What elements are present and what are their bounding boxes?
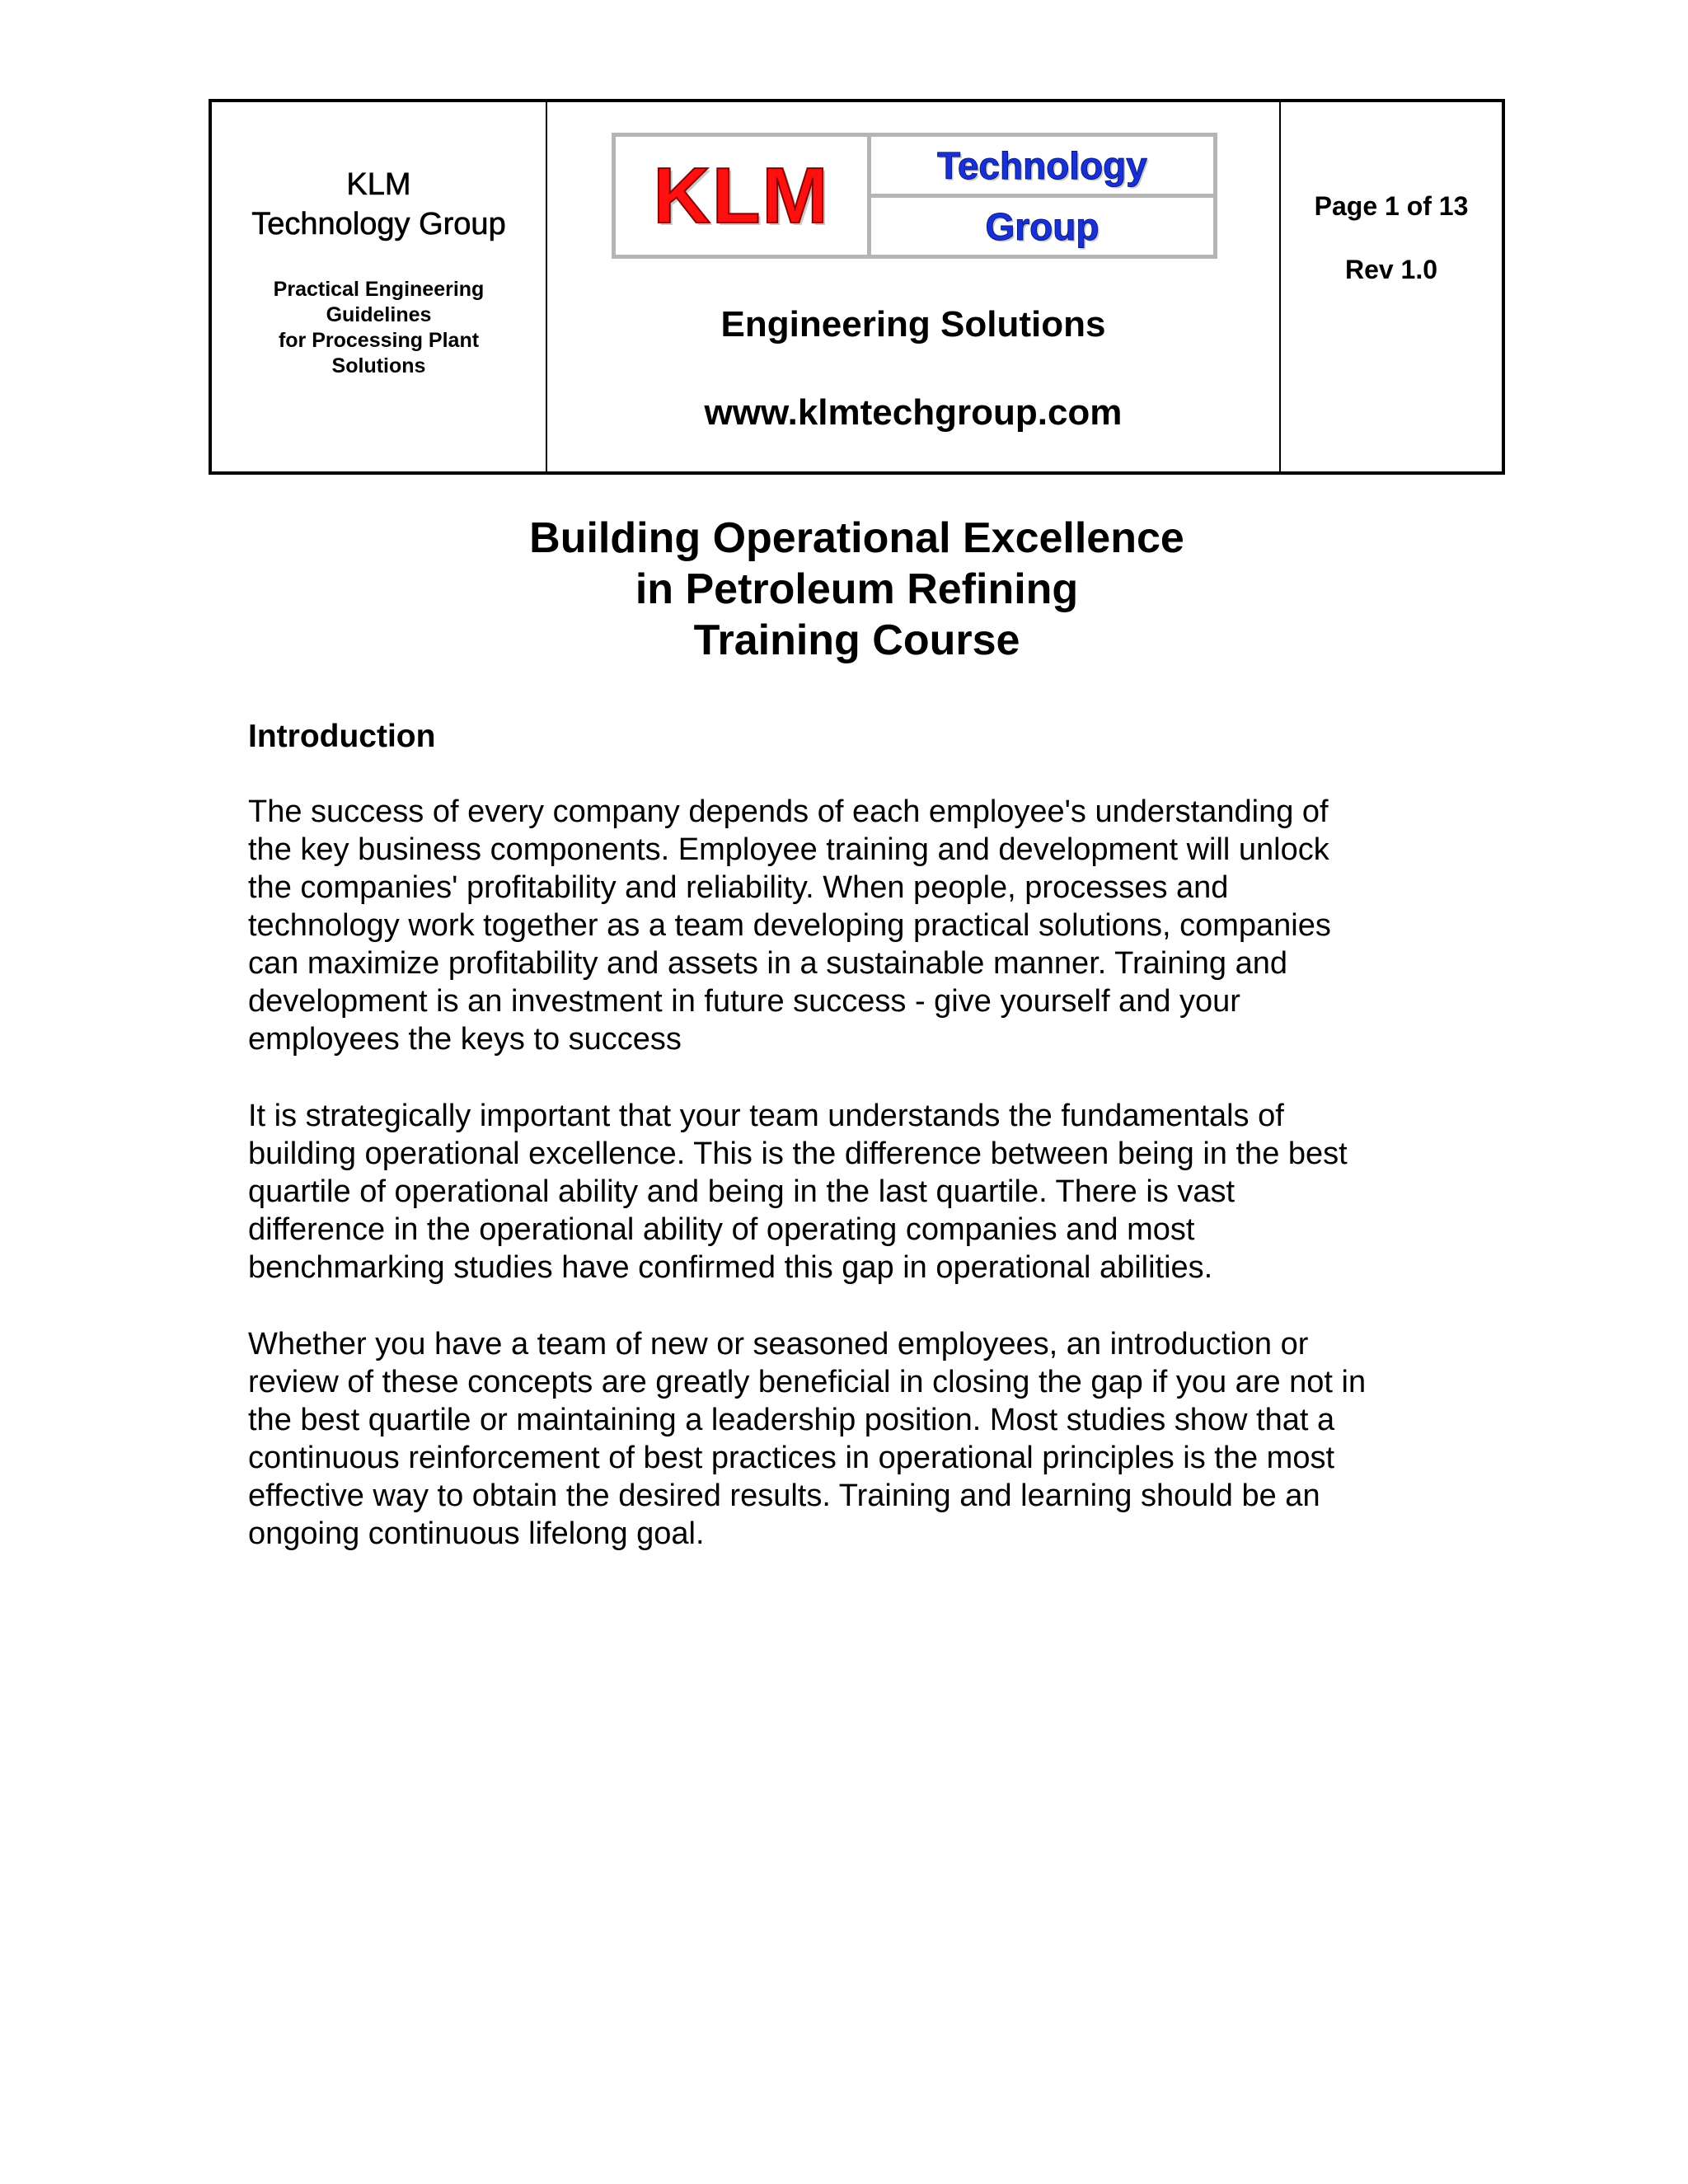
paragraph-line: the best quartile or maintaining a leadership position. Most studies show that a: [248, 1403, 1335, 1437]
section-heading: Introduction: [248, 719, 436, 754]
logo-right-block: [871, 137, 1213, 255]
tagline-line: Guidelines: [326, 303, 432, 326]
logo-technology-text: Technology: [871, 137, 1213, 198]
page-number: Page 1 of 13: [1314, 191, 1469, 221]
logo-group-text: Group: [985, 204, 1100, 248]
paragraph-line: the companies' profitability and reliability. When people, processes and: [248, 870, 1229, 905]
paragraph-line: benchmarking studies have confirmed this gap in operational abilities.: [248, 1250, 1213, 1285]
paragraph-line: Whether you have a team of new or seasoned employees, an introduction or: [248, 1327, 1309, 1361]
tagline-line: for Processing Plant: [278, 329, 480, 352]
paragraph-line: development is an investment in future success - give yourself and your: [248, 984, 1240, 1019]
revision-number: Rev 1.0: [1344, 255, 1438, 284]
engineering-solutions-label: Engineering Solutions: [720, 304, 1106, 344]
paragraph-line: continuous reinforcement of best practices in operational principles is the most: [248, 1441, 1335, 1475]
paragraph-1: [248, 793, 1534, 1058]
paragraph-3: [248, 1325, 1534, 1553]
paragraph-line: It is strategically important that your team understands the fundamentals of: [248, 1099, 1284, 1133]
header-page-cell: [1281, 102, 1502, 471]
paragraph-line: difference in the operational ability of operating companies and most: [248, 1212, 1195, 1247]
company-tagline: [245, 277, 513, 379]
title-line: Building Operational Excellence: [529, 514, 1184, 562]
company-name-line: KLM: [346, 167, 411, 202]
paragraph-line: the key business components. Employee training and development will unlock: [248, 832, 1329, 867]
paragraph-line: technology work together as a team developing practical solutions, companies: [248, 908, 1331, 943]
paragraph-line: review of these concepts are greatly beneficial in closing the gap if you are not in: [248, 1365, 1367, 1399]
paragraph-line: effective way to obtain the desired results. Training and learning should be an: [248, 1479, 1320, 1513]
document-title: [209, 513, 1505, 666]
website-link[interactable]: www.klmtechgroup.com: [704, 392, 1123, 433]
header-logo-cell: [547, 102, 1281, 471]
header-company-cell: [212, 102, 547, 471]
logo-klm-text: KLM: [616, 137, 871, 255]
paragraph-line: ongoing continuous lifelong goal.: [248, 1516, 705, 1551]
paragraph-line: quartile of operational ability and being in the last quartile. There is vast: [248, 1174, 1236, 1209]
document-header: [209, 99, 1505, 475]
paragraph-line: building operational excellence. This is the difference between being in the best: [248, 1137, 1348, 1171]
paragraph-line: The success of every company depends of each employee's understanding of: [248, 794, 1329, 829]
title-line: in Petroleum Refining: [635, 565, 1079, 613]
paragraph-line: can maximize profitability and assets in a sustainable manner. Training and: [248, 946, 1288, 981]
company-name: [212, 165, 546, 244]
tagline-line: Practical Engineering: [273, 278, 485, 301]
title-line: Training Course: [693, 616, 1020, 664]
company-name-line: Technology Group: [251, 207, 506, 241]
klm-logo: [612, 133, 1217, 259]
paragraph-2: [248, 1097, 1534, 1286]
tagline-line: Solutions: [331, 354, 426, 377]
paragraph-line: employees the keys to success: [248, 1022, 682, 1057]
